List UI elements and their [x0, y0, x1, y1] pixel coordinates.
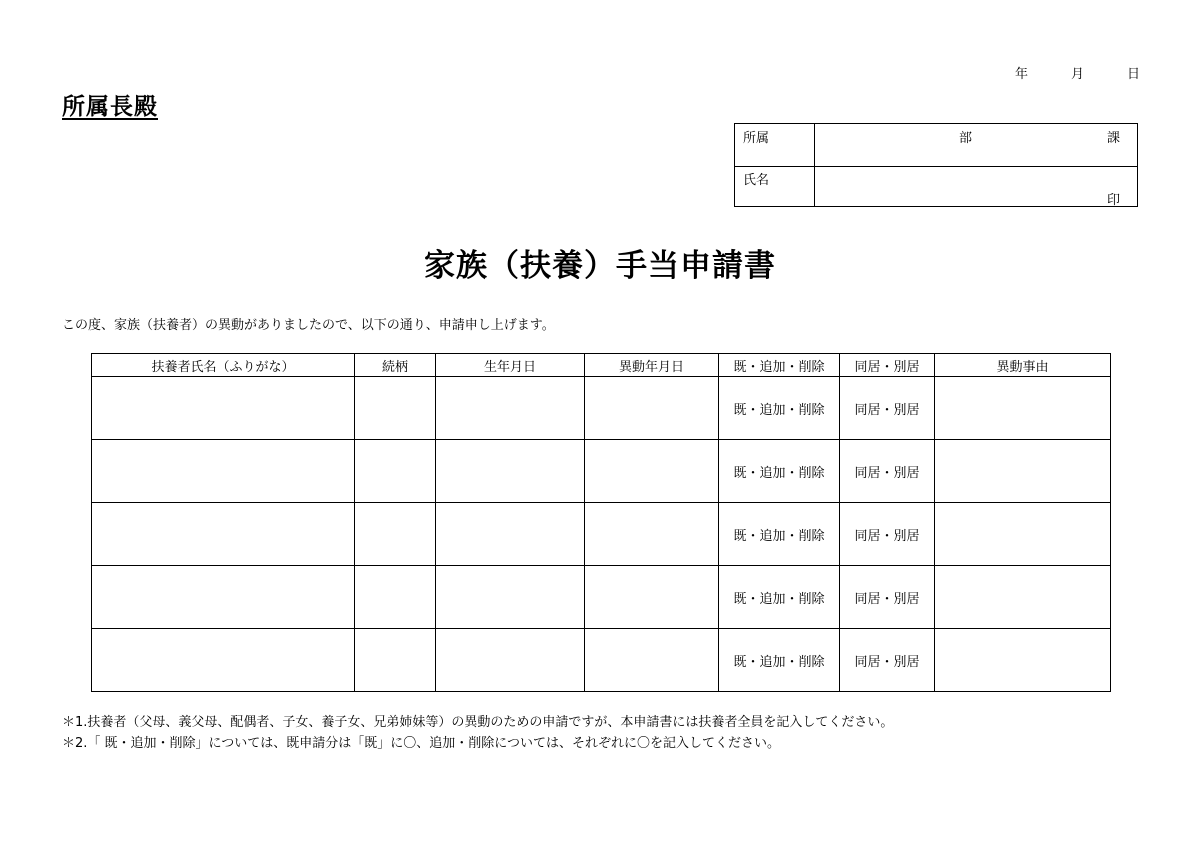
table-row — [92, 566, 1111, 629]
reason-cell[interactable] — [935, 377, 1111, 440]
name-cell[interactable] — [92, 503, 355, 566]
header-residence: 同居・別居 — [840, 354, 935, 377]
relation-cell[interactable] — [355, 440, 436, 503]
department-unit-label: 部 — [959, 131, 973, 146]
change-date-cell[interactable] — [585, 503, 719, 566]
header-change-date: 異動年月日 — [585, 354, 719, 377]
table-header-row — [92, 354, 1111, 377]
status-cell[interactable]: 既・追加・削除 — [719, 629, 840, 692]
name-label-cell — [735, 166, 815, 207]
affiliation-label: 所属 — [743, 131, 770, 146]
residence-cell[interactable]: 同居・別居 — [840, 503, 935, 566]
affiliation-label-cell — [735, 124, 815, 166]
date-month-label: 月 — [1071, 67, 1085, 82]
header-name: 扶養者氏名（ふりがな） — [92, 354, 355, 377]
table-row — [92, 629, 1111, 692]
birth-date-cell[interactable] — [436, 503, 585, 566]
residence-cell[interactable]: 同居・別居 — [840, 377, 935, 440]
applicant-box — [734, 123, 1138, 207]
date-line — [1000, 63, 1150, 81]
name-cell[interactable] — [92, 629, 355, 692]
header-status: 既・追加・削除 — [719, 354, 840, 377]
date-day-label: 日 — [1127, 67, 1141, 82]
birth-date-cell[interactable] — [436, 566, 585, 629]
name-cell[interactable] — [92, 566, 355, 629]
footnote-2: ＊2.「 既・追加・削除」については、既申請分は「既」に〇、追加・削除については、それぞれに〇を記入してください。 — [62, 736, 781, 751]
date-year-label: 年 — [1015, 67, 1029, 82]
intro-text: この度、家族（扶養者）の異動がありましたので、以下の通り、申請申し上げます。 — [62, 318, 555, 333]
name-label: 氏名 — [743, 173, 770, 188]
dependents-table — [91, 353, 1111, 692]
reason-cell[interactable] — [935, 503, 1111, 566]
relation-cell[interactable] — [355, 629, 436, 692]
table-row — [92, 503, 1111, 566]
reason-cell[interactable] — [935, 566, 1111, 629]
birth-date-cell[interactable] — [436, 440, 585, 503]
name-row — [735, 166, 1137, 207]
name-cell[interactable] — [92, 440, 355, 503]
change-date-cell[interactable] — [585, 629, 719, 692]
name-cell[interactable] — [92, 377, 355, 440]
reason-cell[interactable] — [935, 440, 1111, 503]
affiliation-row — [735, 124, 1137, 167]
residence-cell[interactable]: 同居・別居 — [840, 629, 935, 692]
table-row — [92, 377, 1111, 440]
residence-cell[interactable]: 同居・別居 — [840, 440, 935, 503]
section-unit-label: 課 — [1107, 131, 1121, 146]
change-date-cell[interactable] — [585, 440, 719, 503]
birth-date-cell[interactable] — [436, 377, 585, 440]
table-row — [92, 440, 1111, 503]
footnotes — [62, 712, 893, 754]
birth-date-cell[interactable] — [436, 629, 585, 692]
footnote-1: ＊1.扶養者（父母、義父母、配偶者、子女、養子女、兄弟姉妹等）の異動のための申請ですが、本申請書には扶養者全員を記入してください。 — [62, 715, 894, 730]
addressee: 所属長殿 — [62, 94, 158, 120]
reason-cell[interactable] — [935, 629, 1111, 692]
document-title: 家族（扶養）手当申請書 — [424, 248, 776, 284]
residence-cell[interactable]: 同居・別居 — [840, 566, 935, 629]
header-relation: 続柄 — [355, 354, 436, 377]
header-birth-date: 生年月日 — [436, 354, 585, 377]
status-cell[interactable]: 既・追加・削除 — [719, 440, 840, 503]
seal-mark: 印 — [1107, 193, 1121, 208]
relation-cell[interactable] — [355, 377, 436, 440]
change-date-cell[interactable] — [585, 566, 719, 629]
relation-cell[interactable] — [355, 503, 436, 566]
status-cell[interactable]: 既・追加・削除 — [719, 377, 840, 440]
relation-cell[interactable] — [355, 566, 436, 629]
header-reason: 異動事由 — [935, 354, 1111, 377]
status-cell[interactable]: 既・追加・削除 — [719, 503, 840, 566]
change-date-cell[interactable] — [585, 377, 719, 440]
status-cell[interactable]: 既・追加・削除 — [719, 566, 840, 629]
